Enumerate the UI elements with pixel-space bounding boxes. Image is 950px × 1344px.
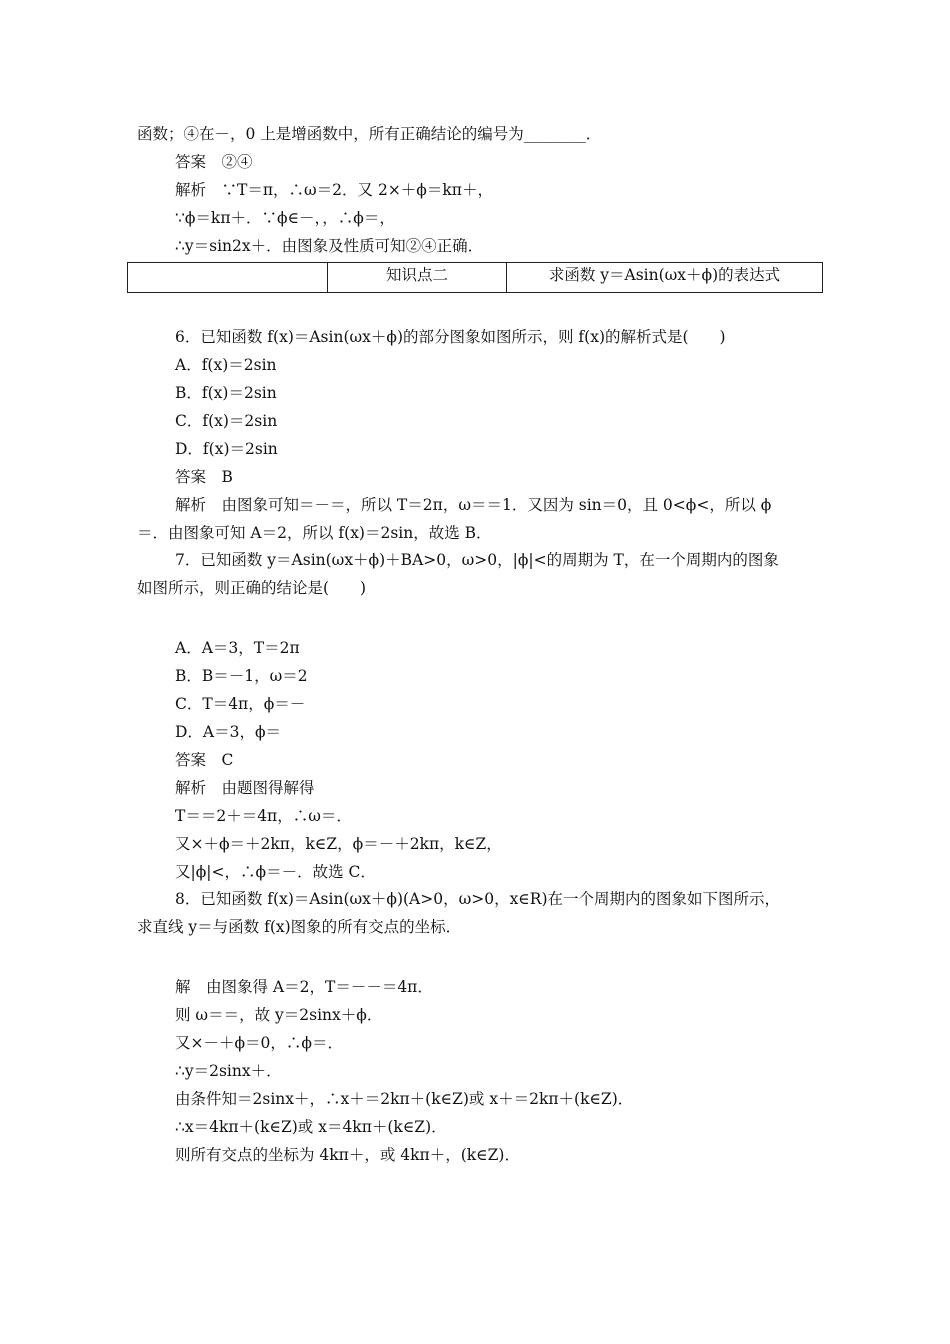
option-a: A．f(x)＝2sin bbox=[175, 356, 277, 374]
text-line: T＝＝2＋＝4π，∴ω＝． bbox=[175, 807, 352, 825]
text-line: ＝．由图象可知 A＝2，所以 f(x)＝2sin，故选 B． bbox=[137, 524, 492, 542]
text-line: ∵ϕ＝kπ＋．∵ϕ∈－，，∴ϕ＝， bbox=[175, 209, 395, 227]
text-line: 由条件知＝2sinx＋，∴x＋＝2kπ＋(k∈Z)或 x＋＝2kπ＋(k∈Z)． bbox=[175, 1090, 634, 1108]
text-line: ∴y＝sin2x＋．由图象及性质可知②④正确． bbox=[175, 237, 484, 255]
analysis-line: 解析 ∵T＝π，∴ω＝2．又 2×＋ϕ＝kπ＋， bbox=[175, 181, 493, 199]
table-cell-topic: 求函数 y＝Asin(ωx＋ϕ)的表达式 bbox=[548, 266, 781, 284]
text-line: ∴x＝4kπ＋(k∈Z)或 x＝4kπ＋(k∈Z)． bbox=[175, 1118, 447, 1136]
option-b: B．B＝－1，ω＝2 bbox=[175, 667, 308, 685]
option-a: A．A＝3，T＝2π bbox=[175, 639, 300, 657]
table-cell-knowledge-point: 知识点二 bbox=[328, 263, 507, 292]
option-d: D．A＝3，ϕ＝ bbox=[175, 723, 282, 741]
analysis-line: 解析 由图象可知＝－＝，所以 T＝2π，ω＝＝1．又因为 sin＝0，且 0<ϕ<，所以 ϕ bbox=[175, 496, 772, 514]
text-line: 求直线 y＝与函数 f(x)图象的所有交点的坐标． bbox=[137, 918, 462, 936]
text-line: 又×＋ϕ＝＋2kπ，k∈Z，ϕ＝－＋2kπ，k∈Z， bbox=[175, 835, 502, 853]
text-line: 则 ω＝＝，故 y＝2sinx＋ϕ． bbox=[175, 1006, 383, 1024]
option-c: C．T＝4π，ϕ＝－ bbox=[175, 695, 306, 713]
text-line: 函数；④在－，0 上是增函数中，所有正确结论的编号为________． bbox=[137, 125, 602, 143]
solution-line: 解 由图象得 A＝2，T＝－－＝4π． bbox=[175, 978, 433, 996]
question-6: 6．已知函数 f(x)＝Asin(ωx＋ϕ)的部分图象如图所示，则 f(x)的解析式是( ) bbox=[175, 328, 726, 346]
table-cell-empty bbox=[128, 263, 328, 292]
text-line: 如图所示，则正确的结论是( ) bbox=[137, 579, 367, 597]
answer-line: 答案 B bbox=[175, 468, 233, 486]
answer-line: 答案 C bbox=[175, 751, 234, 769]
text-line: 又×－＋ϕ＝0，∴ϕ＝． bbox=[175, 1034, 343, 1052]
analysis-line: 解析 由题图得解得 bbox=[175, 779, 315, 797]
text-line: 又|ϕ|<，∴ϕ＝－．故选 C． bbox=[175, 863, 376, 881]
question-8: 8．已知函数 f(x)＝Asin(ωx＋ϕ)(A>0，ω>0，x∈R)在一个周期内的图象如下图所示， bbox=[175, 890, 781, 908]
option-b: B．f(x)＝2sin bbox=[175, 384, 277, 402]
option-c: C．f(x)＝2sin bbox=[175, 412, 278, 430]
question-7: 7．已知函数 y＝Asin(ωx＋ϕ)＋BA>0，ω>0，|ϕ|<的周期为 T，在一个周期内的图象 bbox=[175, 551, 779, 569]
text-line: 则所有交点的坐标为 4kπ＋，或 4kπ＋，(k∈Z)． bbox=[175, 1146, 520, 1164]
text-line: ∴y＝2sinx＋． bbox=[175, 1062, 282, 1080]
section-table bbox=[127, 262, 823, 293]
option-d: D．f(x)＝2sin bbox=[175, 440, 278, 458]
answer-line: 答案 ②④ bbox=[175, 153, 253, 171]
